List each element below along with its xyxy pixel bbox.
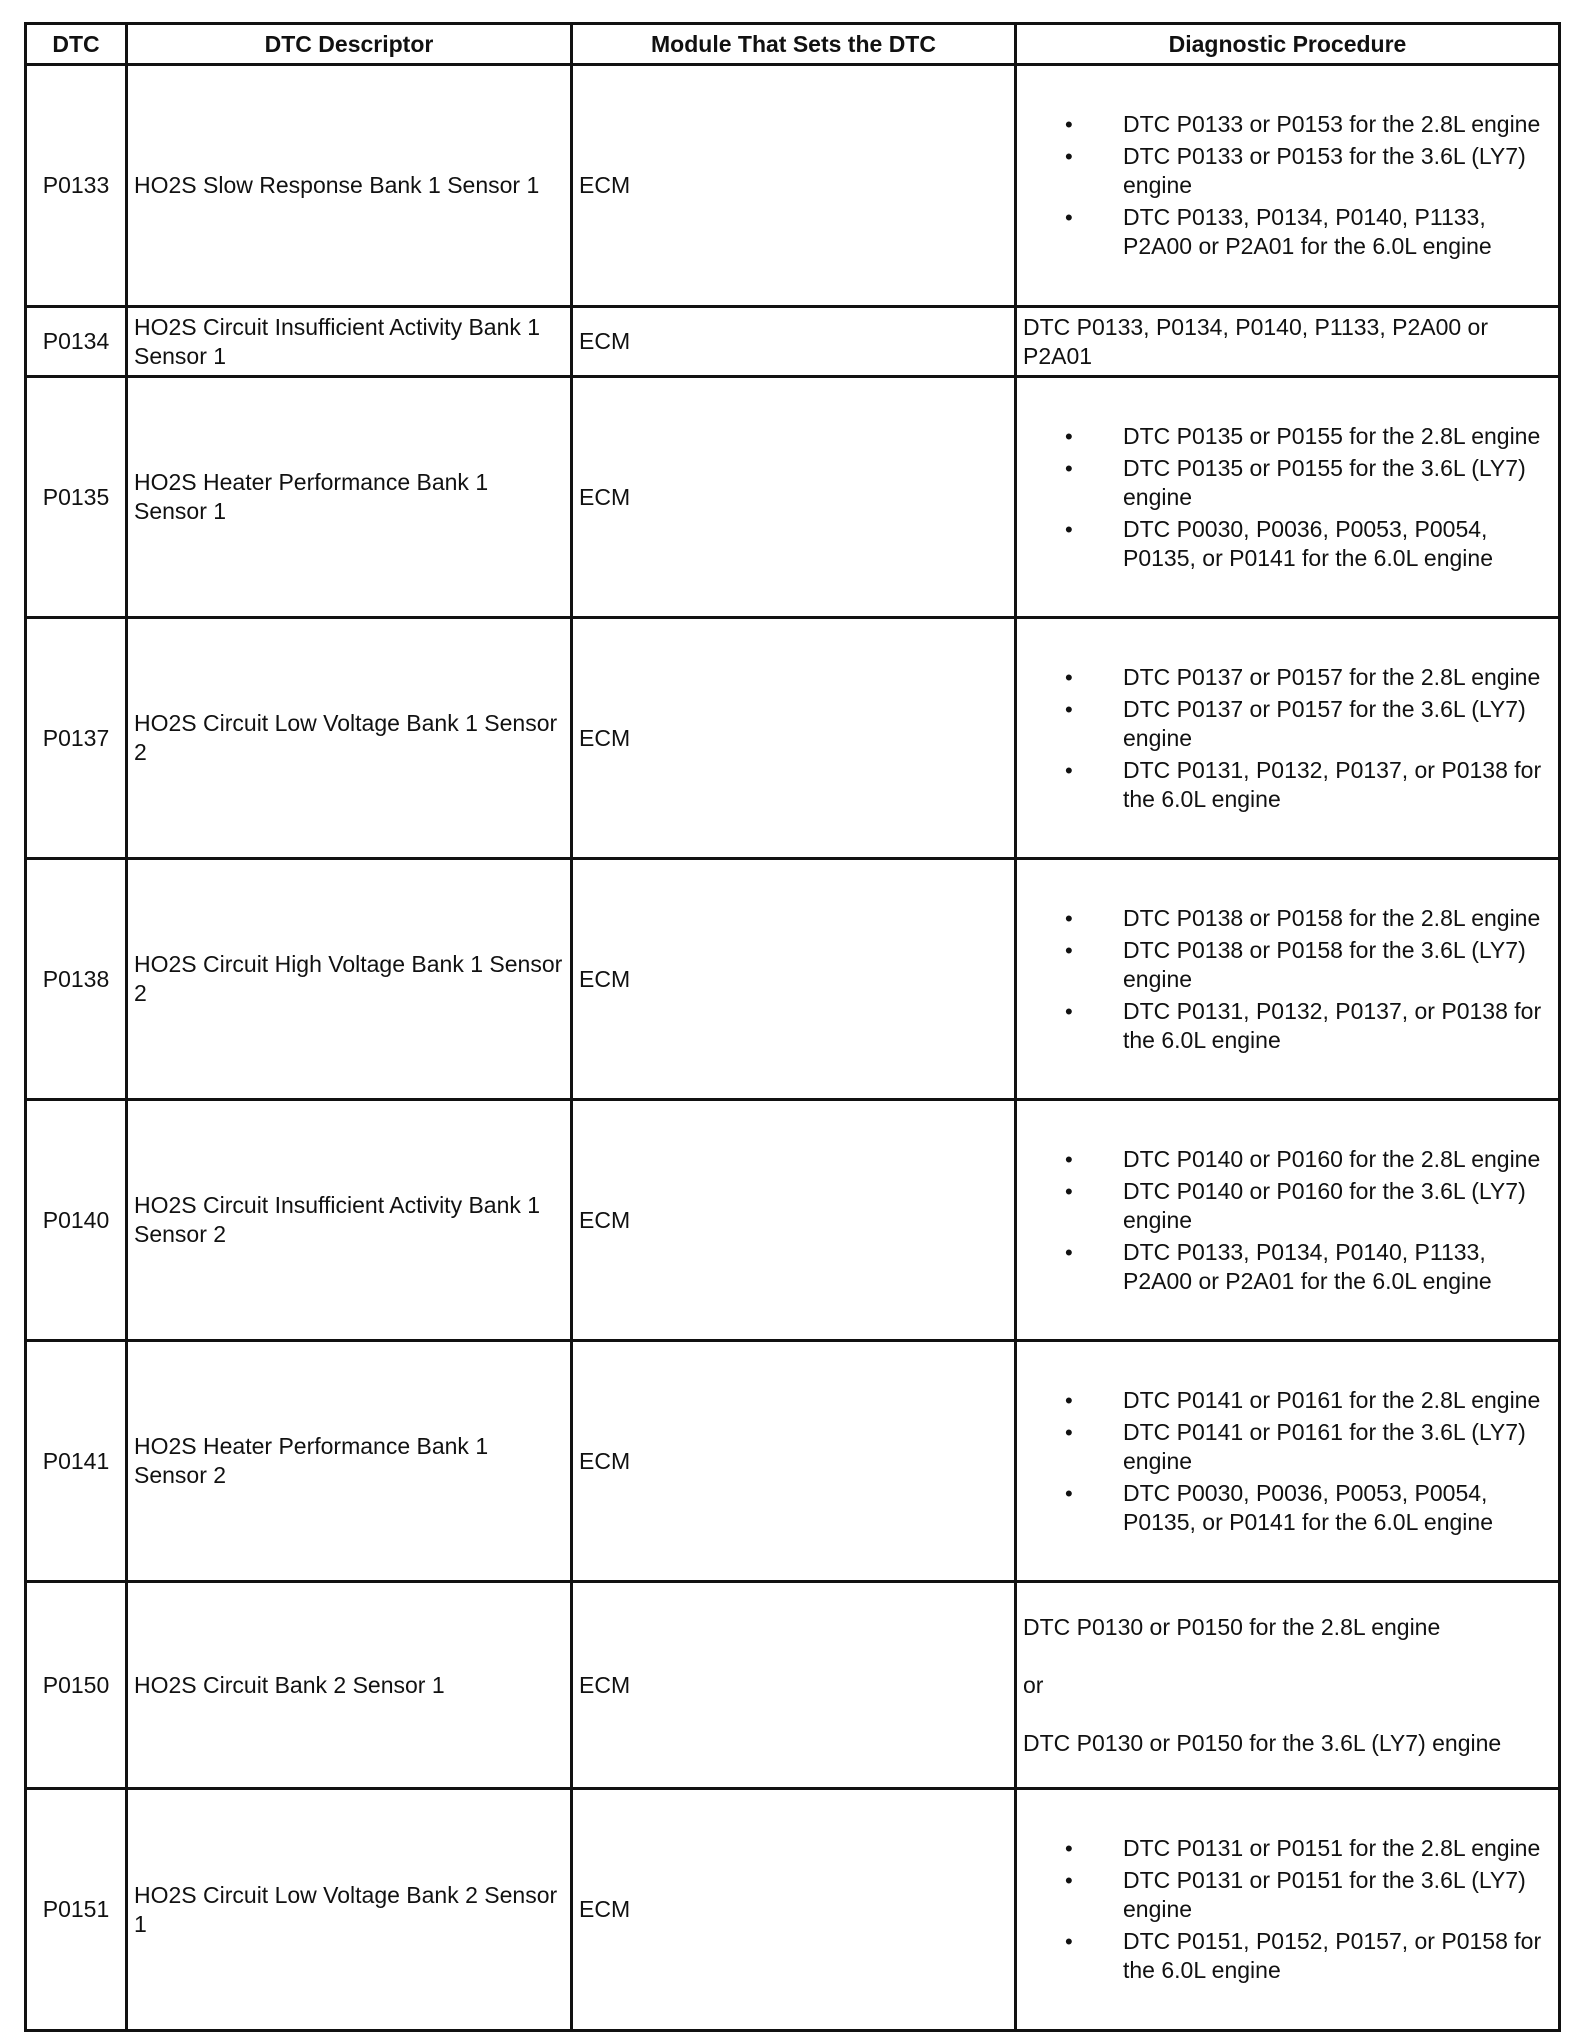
dtc-descriptor: HO2S Circuit High Voltage Bank 1 Sensor 2 (127, 859, 572, 1100)
procedure-link[interactable]: DTC P0135 or P0155 for the 3.6L (LY7) engine (1123, 454, 1526, 510)
dtc-module: ECM (572, 1582, 1016, 1789)
procedure-link[interactable]: DTC P0131 or P0151 for the 2.8L engine (1123, 1835, 1541, 1861)
diagnostic-procedure (1016, 1582, 1560, 1789)
procedure-link[interactable]: DTC P0133, P0134, P0140, P1133, P2A00 or P2A01 (1023, 313, 1488, 369)
table-row (26, 618, 1560, 859)
bullet-icon: • (1065, 112, 1073, 137)
dtc-module: ECM (572, 307, 1016, 377)
procedure-list (1023, 663, 1552, 814)
bullet-icon: • (1065, 516, 1073, 542)
diagnostic-procedure (1016, 859, 1560, 1100)
procedure-item (1065, 203, 1552, 261)
procedure-list (1023, 422, 1552, 573)
procedure-item (1065, 1418, 1552, 1476)
bullet-icon: • (1065, 455, 1073, 481)
procedure-link[interactable]: DTC P0133 or P0153 for the 2.8L engine (1123, 111, 1541, 137)
bullet-icon: • (1065, 1387, 1073, 1413)
procedure-list (1023, 1145, 1552, 1296)
bullet-icon: • (1065, 757, 1073, 783)
table-row (26, 1582, 1560, 1789)
procedure-item (1065, 142, 1552, 200)
table-row (26, 1341, 1560, 1582)
table-row (26, 859, 1560, 1100)
dtc-descriptor: HO2S Circuit Low Voltage Bank 2 Sensor 1 (127, 1789, 572, 2031)
dtc-module: ECM (572, 1100, 1016, 1341)
dtc-descriptor: HO2S Circuit Low Voltage Bank 1 Sensor 2 (127, 618, 572, 859)
bullet-icon: • (1065, 998, 1073, 1024)
procedure-item (1065, 422, 1552, 451)
procedure-item (1065, 515, 1552, 573)
diagnostic-procedure (1016, 307, 1560, 377)
dtc-descriptor: HO2S Circuit Bank 2 Sensor 1 (127, 1582, 572, 1789)
bullet-icon: • (1065, 1146, 1073, 1172)
bullet-icon: • (1065, 1868, 1073, 1893)
procedure-item (1065, 663, 1552, 692)
procedure-item (1065, 110, 1552, 139)
dtc-code: P0137 (26, 618, 127, 859)
table-row (26, 1100, 1560, 1341)
procedure-link[interactable]: DTC P0133 or P0153 for the 3.6L (LY7) engine (1123, 143, 1526, 198)
dtc-table-container (24, 22, 1561, 2032)
diagnostic-procedure (1016, 1100, 1560, 1341)
bullet-icon: • (1065, 1480, 1073, 1506)
bullet-icon: • (1065, 1929, 1073, 1954)
procedure-link[interactable]: DTC P0130 or P0150 for the 3.6L (LY7) engine (1023, 1729, 1502, 1756)
procedure-item (1065, 1927, 1552, 1985)
procedure-item (1065, 1177, 1552, 1235)
procedure-list (1023, 1834, 1552, 1985)
procedure-link[interactable]: DTC P0140 or P0160 for the 2.8L engine (1123, 1145, 1541, 1172)
header-descriptor: DTC Descriptor (127, 24, 572, 65)
dtc-descriptor: HO2S Heater Performance Bank 1 Sensor 1 (127, 377, 572, 618)
dtc-descriptor: HO2S Slow Response Bank 1 Sensor 1 (127, 65, 572, 307)
dtc-descriptor: HO2S Circuit Insufficient Activity Bank 1 Sensor 2 (127, 1100, 572, 1341)
procedure-link[interactable]: DTC P0138 or P0158 for the 2.8L engine (1123, 904, 1541, 931)
procedure-item (1065, 454, 1552, 512)
procedure-item (1065, 1834, 1552, 1863)
dtc-code: P0135 (26, 377, 127, 618)
procedure-item (1065, 1386, 1552, 1415)
procedure-list (1023, 1386, 1552, 1537)
procedure-link[interactable]: DTC P0133, P0134, P0140, P1133, P2A00 or P2A01 for the 6.0L engine (1123, 204, 1492, 259)
procedure-item (1065, 1145, 1552, 1174)
diagnostic-procedure (1016, 377, 1560, 618)
dtc-code: P0151 (26, 1789, 127, 2031)
dtc-code: P0138 (26, 859, 127, 1100)
dtc-descriptor: HO2S Heater Performance Bank 1 Sensor 2 (127, 1341, 572, 1582)
procedure-item (1065, 904, 1552, 933)
procedure-item (1065, 1479, 1552, 1537)
bullet-icon: • (1065, 144, 1073, 169)
dtc-code: P0140 (26, 1100, 127, 1341)
procedure-link[interactable]: DTC P0131 or P0151 for the 3.6L (LY7) engine (1123, 1867, 1526, 1922)
procedure-item (1065, 997, 1552, 1055)
procedure-link[interactable]: DTC P0138 or P0158 for the 3.6L (LY7) engine (1123, 936, 1526, 992)
procedure-separator: or (1023, 1671, 1044, 1698)
dtc-module: ECM (572, 618, 1016, 859)
bullet-icon: • (1065, 1836, 1073, 1861)
procedure-item (1065, 756, 1552, 814)
dtc-module: ECM (572, 1341, 1016, 1582)
procedure-link[interactable]: DTC P0137 or P0157 for the 3.6L (LY7) engine (1123, 695, 1526, 751)
header-module: Module That Sets the DTC (572, 24, 1016, 65)
bullet-icon: • (1065, 1178, 1073, 1204)
dtc-descriptor: HO2S Circuit Insufficient Activity Bank 1 Sensor 1 (127, 307, 572, 377)
diagnostic-procedure (1016, 1789, 1560, 2031)
procedure-item (1065, 1866, 1552, 1924)
procedure-link[interactable]: DTC P0030, P0036, P0053, P0054, P0135, or P0141 for the 6.0L engine (1123, 1479, 1493, 1535)
procedure-link[interactable]: DTC P0030, P0036, P0053, P0054, P0135, or P0141 for the 6.0L engine (1123, 515, 1493, 571)
table-row (26, 377, 1560, 618)
bullet-icon: • (1065, 937, 1073, 963)
procedure-link[interactable]: DTC P0141 or P0161 for the 2.8L engine (1123, 1386, 1541, 1413)
procedure-link[interactable]: DTC P0140 or P0160 for the 3.6L (LY7) engine (1123, 1177, 1526, 1233)
dtc-code: P0141 (26, 1341, 127, 1582)
dtc-code: P0134 (26, 307, 127, 377)
procedure-link[interactable]: DTC P0141 or P0161 for the 3.6L (LY7) engine (1123, 1418, 1526, 1474)
procedure-link[interactable]: DTC P0133, P0134, P0140, P1133, P2A00 or P2A01 for the 6.0L engine (1123, 1238, 1492, 1294)
procedure-list (1023, 904, 1552, 1055)
bullet-icon: • (1065, 1419, 1073, 1445)
diagnostic-procedure (1016, 65, 1560, 307)
dtc-module: ECM (572, 377, 1016, 618)
header-dtc: DTC (26, 24, 127, 65)
dtc-code: P0150 (26, 1582, 127, 1789)
dtc-module: ECM (572, 1789, 1016, 2031)
header-procedure: Diagnostic Procedure (1016, 24, 1560, 65)
procedure-link[interactable]: DTC P0137 or P0157 for the 2.8L engine (1123, 663, 1541, 690)
table-row (26, 65, 1560, 307)
procedure-link[interactable]: DTC P0135 or P0155 for the 2.8L engine (1123, 422, 1541, 449)
procedure-link[interactable]: DTC P0131, P0132, P0137, or P0138 for the 6.0L engine (1123, 997, 1542, 1053)
table-row (26, 307, 1560, 377)
dtc-module: ECM (572, 859, 1016, 1100)
diagnostic-procedure (1016, 1341, 1560, 1582)
procedure-item (1065, 936, 1552, 994)
diagnostic-procedure (1016, 618, 1560, 859)
procedure-item (1065, 695, 1552, 753)
dtc-table (24, 22, 1561, 2032)
bullet-icon: • (1065, 423, 1073, 449)
bullet-icon: • (1065, 696, 1073, 722)
procedure-item (1065, 1238, 1552, 1296)
table-row (26, 1789, 1560, 2031)
bullet-icon: • (1065, 905, 1073, 931)
header-row (26, 24, 1560, 65)
bullet-icon: • (1065, 1239, 1073, 1265)
procedure-link[interactable]: DTC P0151, P0152, P0157, or P0158 for the 6.0L engine (1123, 1928, 1542, 1983)
procedure-link[interactable]: DTC P0130 or P0150 for the 2.8L engine (1023, 1613, 1441, 1640)
procedure-list (1023, 110, 1552, 261)
dtc-module: ECM (572, 65, 1016, 307)
bullet-icon: • (1065, 664, 1073, 690)
dtc-code: P0133 (26, 65, 127, 307)
bullet-icon: • (1065, 205, 1073, 230)
procedure-link[interactable]: DTC P0131, P0132, P0137, or P0138 for the 6.0L engine (1123, 756, 1542, 812)
